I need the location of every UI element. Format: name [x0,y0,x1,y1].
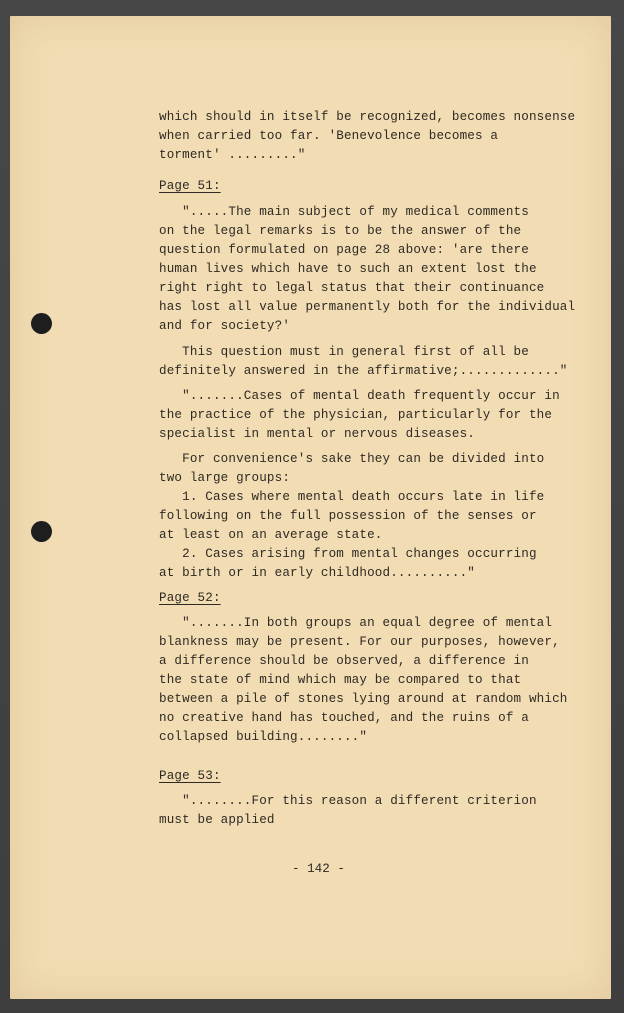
text-line: and for society?' [159,319,291,333]
punch-hole-top [31,313,52,334]
text-line: collapsed building........" [159,730,368,744]
text-line: This question must in general first of all be [159,345,529,359]
text-line: specialist in mental or nervous diseases. [159,427,476,441]
text-line: which should in itself be recognized, becomes nonsense [159,110,576,124]
text-line: following on the full possession of the senses or [159,509,537,523]
text-line: right right to legal status that their continuance [159,281,545,295]
typed-text-body [159,16,599,827]
text-line: the state of mind which may be compared to that [159,673,522,687]
text-line: torment' ........." [159,148,306,162]
text-line: 1. Cases where mental death occurs late in life [159,490,545,504]
section-heading-page-52: Page 52: [159,591,221,605]
text-line: question formulated on page 28 above: 'are there [159,243,529,257]
text-line: "........For this reason a different criterion [159,794,537,808]
section-heading-page-53: Page 53: [159,769,221,783]
text-line: a difference should be observed, a difference in [159,654,529,668]
punch-hole-bottom [31,521,52,542]
text-line: blankness may be present. For our purposes, however, [159,635,560,649]
text-line: at birth or in early childhood.........." [159,566,476,580]
text-line: two large groups: [159,471,291,485]
section-heading-page-51: Page 51: [159,179,221,193]
text-line: ".....The main subject of my medical comments [159,205,529,219]
text-line: must be applied [159,813,275,827]
paper-sheet [10,16,611,999]
text-line: on the legal remarks is to be the answer of the [159,224,522,238]
page-number: - 142 - [292,862,345,876]
text-line: 2. Cases arising from mental changes occurring [159,547,537,561]
text-line: when carried too far. 'Benevolence becomes a [159,129,499,143]
text-line: the practice of the physician, particularly for the [159,408,553,422]
text-line: no creative hand has touched, and the ruins of a [159,711,529,725]
text-line: ".......Cases of mental death frequently occur in [159,389,560,403]
text-line: has lost all value permanently both for the individual [159,300,576,314]
text-line: between a pile of stones lying around at random which [159,692,568,706]
text-line: definitely answered in the affirmative;............." [159,364,568,378]
text-line: human lives which have to such an extent lost the [159,262,537,276]
text-line: For convenience's sake they can be divided into [159,452,545,466]
text-line: at least on an average state. [159,528,383,542]
text-line: ".......In both groups an equal degree of mental [159,616,553,630]
